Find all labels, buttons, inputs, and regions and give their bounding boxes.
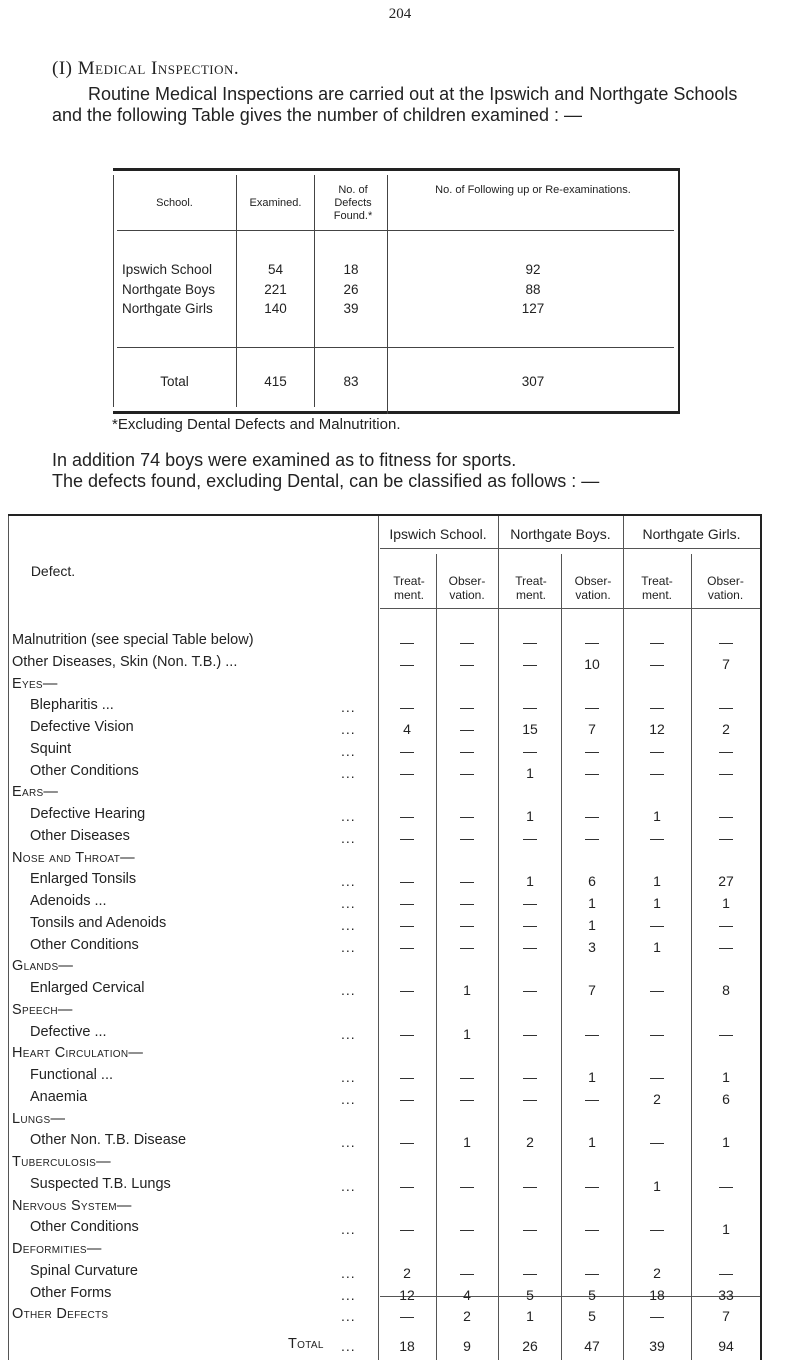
defect-label: Enlarged Cervical xyxy=(30,980,145,996)
defect-label: Other Defects xyxy=(12,1306,109,1323)
defect-count: — xyxy=(400,1177,414,1194)
defect-count: — xyxy=(719,699,733,716)
defect-count: — xyxy=(400,1069,414,1085)
defect-count: — xyxy=(585,1090,599,1107)
defect-label: Defective ... xyxy=(30,1023,107,1040)
intro-text: Routine Medical Inspections are carried out at the Ipswich and Northgate Schools and the following Table gives the number of children examined : — xyxy=(52,84,738,125)
leader-dots: ... xyxy=(341,1177,356,1194)
leader-dots: ... xyxy=(341,1069,356,1085)
table-rule xyxy=(380,548,760,549)
total-row xyxy=(8,1336,760,1354)
defect-count: 1 xyxy=(722,1221,730,1238)
defect-count: — xyxy=(523,1264,537,1281)
defect-count: 7 xyxy=(588,721,596,737)
defect-count: 3 xyxy=(588,938,596,955)
section-label: Heart Circulation— xyxy=(12,1045,144,1062)
defect-count: 5 xyxy=(588,1286,596,1303)
defect-count: 27 xyxy=(718,873,734,890)
defect-label: Other Diseases xyxy=(30,827,130,844)
leader-dots: ... xyxy=(341,1090,356,1107)
defects-count: 26 xyxy=(343,282,359,297)
total-defects: 83 xyxy=(343,374,359,389)
defect-label: Other Forms xyxy=(30,1284,112,1301)
defect-count: — xyxy=(585,699,599,716)
defect-count: — xyxy=(585,634,599,650)
intro-paragraph xyxy=(52,84,752,126)
defect-count: 1 xyxy=(722,1069,730,1085)
defect-count: — xyxy=(523,895,537,911)
defect-count: — xyxy=(585,742,599,759)
leader-dots: ... xyxy=(341,982,356,998)
table-row xyxy=(8,1132,760,1150)
group-northgate-boys: Northgate Boys. xyxy=(510,526,611,542)
sub-observation: Obser- vation. xyxy=(707,574,744,602)
defect-count: 33 xyxy=(718,1286,734,1303)
table-row xyxy=(8,719,760,737)
section-label: Ears— xyxy=(12,784,59,801)
defect-count: — xyxy=(400,634,414,650)
defect-count: — xyxy=(585,829,599,846)
defect-label: Functional ... xyxy=(30,1067,114,1083)
total-value: 9 xyxy=(463,1338,471,1354)
defect-count: — xyxy=(523,699,537,716)
defect-count: — xyxy=(650,699,664,716)
defect-count: — xyxy=(460,1177,474,1194)
defect-label: Enlarged Tonsils xyxy=(30,871,137,888)
table-row xyxy=(8,806,760,824)
defect-count: — xyxy=(523,1177,537,1194)
defect-count: — xyxy=(719,938,733,955)
defect-count: 8 xyxy=(722,982,730,998)
defect-count: 7 xyxy=(722,655,730,672)
defect-count: — xyxy=(523,634,537,650)
school-name: Northgate Boys xyxy=(122,282,216,297)
defect-count: — xyxy=(400,1308,414,1325)
table-row xyxy=(8,1067,760,1085)
total-value: 47 xyxy=(584,1338,600,1354)
defect-count: 15 xyxy=(522,721,538,737)
defect-count: — xyxy=(523,1025,537,1042)
table-row xyxy=(8,980,760,998)
examined-count: 54 xyxy=(267,262,284,277)
defect-count: 2 xyxy=(403,1264,411,1281)
defect-count: 4 xyxy=(403,721,411,737)
defect-count: — xyxy=(460,916,474,933)
leader-dots: ... xyxy=(341,699,356,716)
table-row xyxy=(8,1089,760,1107)
defect-label: Blepharitis ... xyxy=(30,697,114,714)
defect-count: 1 xyxy=(722,1134,730,1151)
defect-count: — xyxy=(585,1177,599,1194)
defect-count: — xyxy=(650,916,664,933)
leader-dots: ... xyxy=(341,1308,356,1325)
defect-count: 12 xyxy=(399,1286,415,1303)
header-following: No. of Following up or Re-examinations. xyxy=(435,184,631,196)
defect-label: Defective Vision xyxy=(30,719,134,735)
defect-label: Spinal Curvature xyxy=(30,1262,138,1279)
defect-count: — xyxy=(460,1069,474,1085)
defect-header: Defect. xyxy=(30,563,76,579)
defect-count: 2 xyxy=(653,1090,661,1107)
defect-count: — xyxy=(719,634,733,650)
defect-count: — xyxy=(460,655,474,672)
defects-table xyxy=(8,514,762,1360)
defect-count: — xyxy=(650,982,664,998)
section-heading-row xyxy=(8,1111,760,1129)
defect-count: 1 xyxy=(653,895,661,911)
total-following: 307 xyxy=(521,374,545,389)
defect-count: 1 xyxy=(722,895,730,911)
table-row xyxy=(8,1219,760,1237)
defect-count: — xyxy=(523,982,537,998)
defect-label: Defective Hearing xyxy=(30,806,146,822)
defect-count: — xyxy=(585,1264,599,1281)
defect-count: 1 xyxy=(653,938,661,955)
defect-count: 1 xyxy=(588,916,596,933)
defect-count: 1 xyxy=(588,895,596,911)
examination-summary-table xyxy=(113,168,680,414)
section-heading-row xyxy=(8,676,760,694)
sub-treatment: Treat- ment. xyxy=(515,574,547,602)
total-label: Total xyxy=(288,1336,324,1352)
defect-count: — xyxy=(719,829,733,846)
total-value: 18 xyxy=(399,1338,415,1354)
following-count: 127 xyxy=(521,301,545,316)
following-count: 92 xyxy=(525,262,541,277)
table-row xyxy=(8,697,760,715)
defect-count: 6 xyxy=(588,873,596,890)
defect-count: 5 xyxy=(526,1286,534,1303)
leader-dots: ... xyxy=(341,1221,356,1238)
table-rule xyxy=(117,347,674,348)
leader-dots: ... xyxy=(341,1338,356,1354)
defect-count: 6 xyxy=(722,1090,730,1107)
section-label: Nervous System— xyxy=(12,1197,132,1214)
total-value: 39 xyxy=(649,1338,665,1354)
defect-label: Anaemia xyxy=(30,1088,88,1105)
section-label: Glands— xyxy=(12,958,74,975)
defect-count: 10 xyxy=(584,655,600,672)
defect-count: — xyxy=(400,829,414,846)
sub-treatment: Treat- ment. xyxy=(641,574,673,602)
examined-count: 140 xyxy=(264,301,287,316)
defect-count: — xyxy=(650,1069,664,1085)
header-defects: No. of Defects Found.* xyxy=(333,184,373,222)
defect-count: — xyxy=(523,829,537,846)
defect-count: — xyxy=(650,1221,664,1238)
section-label: Tuberculosis— xyxy=(12,1154,111,1170)
defect-count: 1 xyxy=(526,1308,534,1325)
defect-count: — xyxy=(400,895,414,911)
defect-count: — xyxy=(650,1025,664,1042)
section-heading-row xyxy=(8,958,760,976)
school-name: Ipswich School xyxy=(122,262,213,277)
header-examined: Examined. xyxy=(249,197,302,209)
table-rule xyxy=(380,608,760,609)
sub-treatment: Treat- ment. xyxy=(393,574,425,602)
defect-count: — xyxy=(460,764,474,781)
defect-count: — xyxy=(650,634,664,650)
defect-count: — xyxy=(400,938,414,955)
defect-count: — xyxy=(460,742,474,759)
group-northgate-girls: Northgate Girls. xyxy=(642,526,741,542)
section-heading: (I) Medical Inspection. xyxy=(52,58,240,79)
defect-count: — xyxy=(650,829,664,846)
defect-count: — xyxy=(523,938,537,955)
defect-count: — xyxy=(460,808,474,824)
table-row xyxy=(8,632,760,650)
defect-label: Other Diseases, Skin (Non. T.B.) ... xyxy=(12,653,238,670)
defect-count: — xyxy=(719,808,733,824)
defect-count: — xyxy=(400,699,414,716)
defect-count: 1 xyxy=(463,982,471,998)
defect-count: — xyxy=(400,1134,414,1151)
total-value: 94 xyxy=(718,1338,734,1354)
defects-count: 18 xyxy=(343,262,359,277)
defect-count: 2 xyxy=(463,1308,471,1325)
leader-dots: ... xyxy=(341,1286,356,1303)
table-row xyxy=(8,1176,760,1194)
defect-count: — xyxy=(719,916,733,933)
leader-dots: ... xyxy=(341,938,356,955)
defect-label: Other Conditions xyxy=(30,762,139,779)
following-count: 88 xyxy=(525,282,541,297)
total-examined: 415 xyxy=(264,374,287,389)
leader-dots: ... xyxy=(341,895,356,911)
defect-count: — xyxy=(650,1308,664,1325)
defect-count: 1 xyxy=(526,764,534,781)
leader-dots: ... xyxy=(341,808,356,824)
defect-count: — xyxy=(650,655,664,672)
total-value: 26 xyxy=(522,1338,538,1354)
defect-count: — xyxy=(460,938,474,955)
defect-count: 1 xyxy=(463,1025,471,1042)
header-school: School. xyxy=(156,197,193,209)
defect-count: — xyxy=(585,764,599,781)
defect-count: — xyxy=(585,1221,599,1238)
table-row xyxy=(8,1024,760,1042)
leader-dots: ... xyxy=(341,1134,356,1151)
defect-count: — xyxy=(400,873,414,890)
section-label: Speech— xyxy=(12,1001,73,1018)
table-row xyxy=(8,763,760,781)
defect-count: — xyxy=(523,742,537,759)
defect-label: Tonsils and Adenoids xyxy=(30,914,167,931)
section-heading-row xyxy=(8,1154,760,1172)
section-heading-row xyxy=(8,1002,760,1020)
defect-count: — xyxy=(523,1090,537,1107)
defect-count: — xyxy=(460,634,474,650)
defect-count: 5 xyxy=(588,1308,596,1325)
table-row xyxy=(8,1285,760,1303)
table-row xyxy=(8,915,760,933)
defect-count: 12 xyxy=(649,721,665,737)
total-label: Total xyxy=(160,374,189,389)
leader-dots: ... xyxy=(341,1264,356,1281)
section-heading-row xyxy=(8,1045,760,1063)
defect-count: 7 xyxy=(722,1308,730,1325)
leader-dots: ... xyxy=(341,721,356,737)
table-row xyxy=(8,1263,760,1281)
defect-count: 2 xyxy=(526,1134,534,1151)
defect-count: — xyxy=(460,829,474,846)
defect-label: Malnutrition (see special Table below) xyxy=(12,632,254,648)
defect-count: 2 xyxy=(722,721,730,737)
defect-count: 1 xyxy=(653,1177,661,1194)
defect-count: 1 xyxy=(588,1134,596,1151)
examined-count: 221 xyxy=(264,282,287,297)
defect-count: — xyxy=(719,764,733,781)
defect-count: 2 xyxy=(653,1264,661,1281)
section-heading-row xyxy=(8,1198,760,1216)
defect-count: — xyxy=(585,1025,599,1042)
table-row xyxy=(8,937,760,955)
section-heading-row xyxy=(8,1241,760,1259)
defect-count: — xyxy=(400,916,414,933)
second-paragraph-line2: The defects found, excluding Dental, can be classified as follows : — xyxy=(52,471,600,491)
defect-count: — xyxy=(719,1264,733,1281)
defect-count: — xyxy=(719,1177,733,1194)
defect-count: 1 xyxy=(653,873,661,890)
defect-count: — xyxy=(523,916,537,933)
defect-count: — xyxy=(400,1025,414,1042)
table-rule xyxy=(117,230,674,231)
defect-label: Other Non. T.B. Disease xyxy=(30,1132,187,1149)
section-label: Eyes— xyxy=(12,675,58,692)
defect-count: — xyxy=(650,1134,664,1151)
defect-count: 1 xyxy=(653,808,661,824)
defect-label: Other Conditions xyxy=(30,1219,139,1236)
defect-count: 1 xyxy=(526,873,534,890)
page-number: 204 xyxy=(388,6,412,22)
defect-count: — xyxy=(400,764,414,781)
defect-label: Other Conditions xyxy=(30,936,139,953)
defect-count: 1 xyxy=(588,1069,596,1085)
leader-dots: ... xyxy=(341,1025,356,1042)
section-label: Deformities— xyxy=(12,1241,102,1257)
defect-count: — xyxy=(650,764,664,781)
defect-label: Adenoids ... xyxy=(30,893,107,909)
defect-label: Suspected T.B. Lungs xyxy=(30,1175,171,1192)
leader-dots: ... xyxy=(341,742,356,759)
school-name: Northgate Girls xyxy=(122,301,213,316)
table-row xyxy=(8,871,760,889)
defect-count: 1 xyxy=(463,1134,471,1151)
defect-count: 4 xyxy=(463,1286,471,1303)
defect-count: — xyxy=(460,1264,474,1281)
leader-dots: ... xyxy=(341,764,356,781)
defect-count: — xyxy=(400,808,414,824)
leader-dots: ... xyxy=(341,916,356,933)
defect-count: — xyxy=(719,742,733,759)
defect-count: — xyxy=(460,873,474,890)
defect-count: — xyxy=(650,742,664,759)
sub-observation: Obser- vation. xyxy=(448,574,486,602)
group-ipswich: Ipswich School. xyxy=(389,526,487,542)
defect-count: — xyxy=(400,742,414,759)
defect-count: — xyxy=(400,655,414,672)
section-heading-row xyxy=(8,850,760,868)
defect-count: 18 xyxy=(649,1286,665,1303)
second-paragraph-line1: In addition 74 boys were examined as to fitness for sports. xyxy=(52,450,517,470)
sub-observation: Obser- vation. xyxy=(574,574,612,602)
table-row xyxy=(8,828,760,846)
defect-count: — xyxy=(523,1221,537,1238)
table-row xyxy=(8,893,760,911)
defect-count: — xyxy=(400,982,414,998)
second-paragraph xyxy=(52,450,752,492)
defect-count: — xyxy=(460,699,474,716)
defect-count: — xyxy=(400,1221,414,1238)
defect-count: — xyxy=(460,721,474,737)
defect-count: — xyxy=(460,895,474,911)
footnote: *Excluding Dental Defects and Malnutrition. xyxy=(112,416,401,433)
defects-count: 39 xyxy=(343,301,359,316)
table-row xyxy=(8,654,760,672)
defect-count: 7 xyxy=(588,982,596,998)
defect-count: — xyxy=(523,655,537,672)
table-row xyxy=(8,741,760,759)
defect-count: — xyxy=(400,1090,414,1107)
leader-dots: ... xyxy=(341,873,356,890)
defect-count: — xyxy=(460,1221,474,1238)
defect-count: — xyxy=(585,808,599,824)
defect-count: — xyxy=(523,1069,537,1085)
defect-count: — xyxy=(460,1090,474,1107)
leader-dots: ... xyxy=(341,829,356,846)
defect-count: — xyxy=(719,1025,733,1042)
section-heading-row xyxy=(8,784,760,802)
section-label: Nose and Throat— xyxy=(12,849,135,866)
defect-count: 1 xyxy=(526,808,534,824)
section-label: Lungs— xyxy=(12,1110,66,1127)
defect-label: Squint xyxy=(30,740,72,757)
table-row xyxy=(8,1306,760,1324)
